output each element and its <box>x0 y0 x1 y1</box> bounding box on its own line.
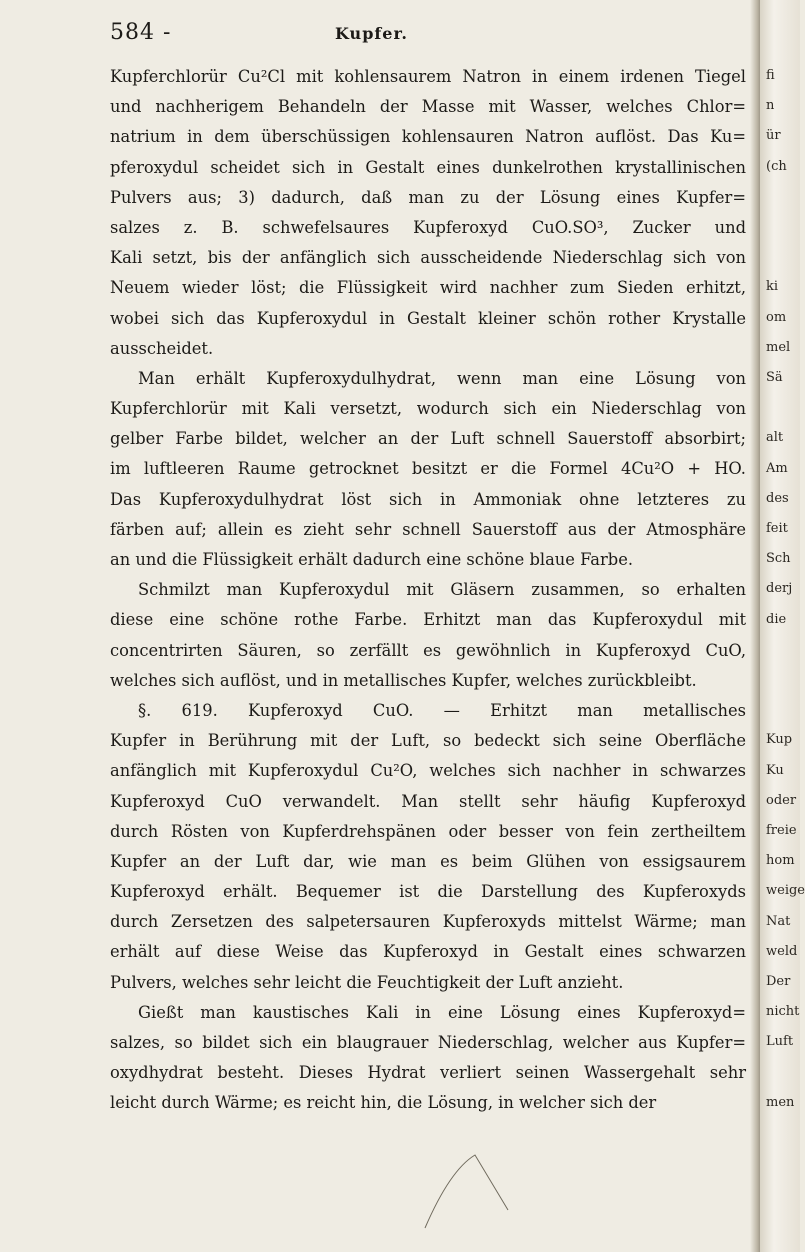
text-line: Das Kupferoxydulhydrat löst sich in Ammoniak ohne letzteres zu <box>110 489 746 509</box>
text-line: erhält auf diese Weise das Kupferoxyd in Gestalt eines schwarzen <box>110 942 746 962</box>
text-line: Kupferoxyd erhält. Bequemer ist die Darstellung des Kupferoxyds <box>110 882 746 902</box>
text-line: Gießt man kaustisches Kali in eine Lösung eines Kupferoxyd= <box>138 1002 746 1022</box>
margin-fragment: Am <box>766 460 788 476</box>
margin-fragment: derj <box>766 581 793 597</box>
text-line: oxydhydrat besteht. Dieses Hydrat verliert seinen Wassergehalt sehr <box>110 1063 746 1083</box>
text-line: Kali setzt, bis der anfänglich sich ausscheidende Niederschlag sich von <box>110 248 746 268</box>
page-curl-mark <box>420 1150 510 1230</box>
text-line: concentrirten Säuren, so zerfällt es gewöhnlich in Kupferoxyd CuO, <box>110 640 746 660</box>
margin-fragment: hom <box>766 853 795 869</box>
running-title: Kupfer. <box>335 24 408 43</box>
margin-fragment: freie <box>766 823 797 838</box>
margin-fragment: n <box>766 98 775 114</box>
text-line: färben auf; allein es zieht sehr schnell Sauerstoff aus der Atmosphäre <box>110 519 746 539</box>
running-head <box>110 20 750 50</box>
text-line: Pulvers, welches sehr leicht die Feuchtigkeit der Luft anzieht. <box>110 972 624 992</box>
text-line: welches sich auflöst, und in metallisches Kupfer, welches zurückbleibt. <box>110 670 697 690</box>
margin-fragment: mel <box>766 339 791 355</box>
text-line: Schmilzt man Kupferoxydul mit Gläsern zusammen, so erhalten <box>138 580 746 600</box>
text-line: Kupfer in Berührung mit der Luft, so bedeckt sich seine Oberfläche <box>110 731 746 751</box>
margin-fragment: alt <box>766 430 784 446</box>
margin-fragment: die <box>766 611 787 627</box>
margin-fragment: Nat <box>766 913 791 929</box>
text-line: salzes, so bildet sich ein blaugrauer Niederschlag, welcher aus Kupfer= <box>110 1033 746 1052</box>
text-line: diese eine schöne rothe Farbe. Erhitzt man das Kupferoxydul mit <box>110 610 746 630</box>
margin-fragment: ki <box>766 279 779 295</box>
margin-fragment: (ch <box>766 158 787 174</box>
margin-fragment: Ku <box>766 762 784 778</box>
margin-fragment: om <box>766 309 787 325</box>
text-line: gelber Farbe bildet, welcher an der Luft schnell Sauerstoff absorbirt; <box>110 429 746 449</box>
margin-fragment: fi <box>766 68 775 83</box>
text-line: wobei sich das Kupferoxydul in Gestalt kleiner schön rother Krystalle <box>110 308 746 328</box>
margin-fragment: Der <box>766 974 791 989</box>
text-line: §. 619. Kupferoxyd CuO. — Erhitzt man metallisches <box>138 700 746 720</box>
text-line: durch Rösten von Kupferdrehspänen oder besser von fein zertheiltem <box>110 821 746 841</box>
text-line: natrium in dem überschüssigen kohlensauren Natron auflöst. Das Ku= <box>110 127 746 147</box>
text-line: ausscheidet. <box>110 338 214 358</box>
margin-fragment: des <box>766 490 789 506</box>
margin-fragment: men <box>766 1094 795 1110</box>
margin-fragment: nicht <box>766 1004 800 1020</box>
text-line: salzes z. B. schwefelsaures Kupferoxyd CuO.SO³, Zucker und <box>110 217 746 237</box>
text-line: Kupferchlorür mit Kali versetzt, wodurch sich ein Niederschlag von <box>110 399 746 419</box>
text-line: Neuem wieder löst; die Flüssigkeit wird nachher zum Sieden erhitzt, <box>110 278 746 298</box>
margin-fragment: ür <box>766 128 781 144</box>
text-line: an und die Flüssigkeit erhält dadurch eine schöne blaue Farbe. <box>110 550 634 569</box>
margin-fragment: Sä <box>766 370 783 385</box>
text-line: leicht durch Wärme; es reicht hin, die Lösung, in welcher sich der <box>110 1093 657 1113</box>
margin-fragment: feit <box>766 521 788 536</box>
text-line: Kupfer an der Luft dar, wie man es beim Glühen von essigsaurem <box>110 851 746 871</box>
text-line: pferoxydul scheidet sich in Gestalt eines dunkelrothen krystallinischen <box>110 157 746 177</box>
margin-fragment: Kup <box>766 732 793 748</box>
text-line: Kupferchlorür Cu²Cl mit kohlensaurem Natron in einem irdenen Tiegel <box>110 67 746 86</box>
text-line: und nachherigem Behandeln der Masse mit Wasser, welches Chlor= <box>110 97 746 117</box>
text-line: Man erhält Kupferoxydulhydrat, wenn man eine Lösung von <box>138 368 746 388</box>
page-number: 584 - <box>110 20 172 45</box>
margin-fragment: oder <box>766 792 797 808</box>
body-text <box>110 62 746 1119</box>
text-line: durch Zersetzen des salpetersauren Kupferoxyds mittelst Wärme; man <box>110 912 746 932</box>
text-line: im luftleeren Raume getrocknet besitzt er die Formel 4Cu²O + HO. <box>110 459 746 479</box>
text-line: Kupferoxyd CuO verwandelt. Man stellt sehr häufig Kupferoxyd <box>110 791 746 811</box>
margin-fragment: Luft <box>766 1034 794 1050</box>
margin-fragment: Sch <box>766 551 791 567</box>
text-line: Pulvers aus; 3) dadurch, daß man zu der Lösung eines Kupfer= <box>110 187 746 207</box>
margin-fragment: weige <box>766 883 805 899</box>
text-line: anfänglich mit Kupferoxydul Cu²O, welches sich nachher in schwarzes <box>110 761 746 781</box>
margin-fragment: weld <box>766 943 798 959</box>
